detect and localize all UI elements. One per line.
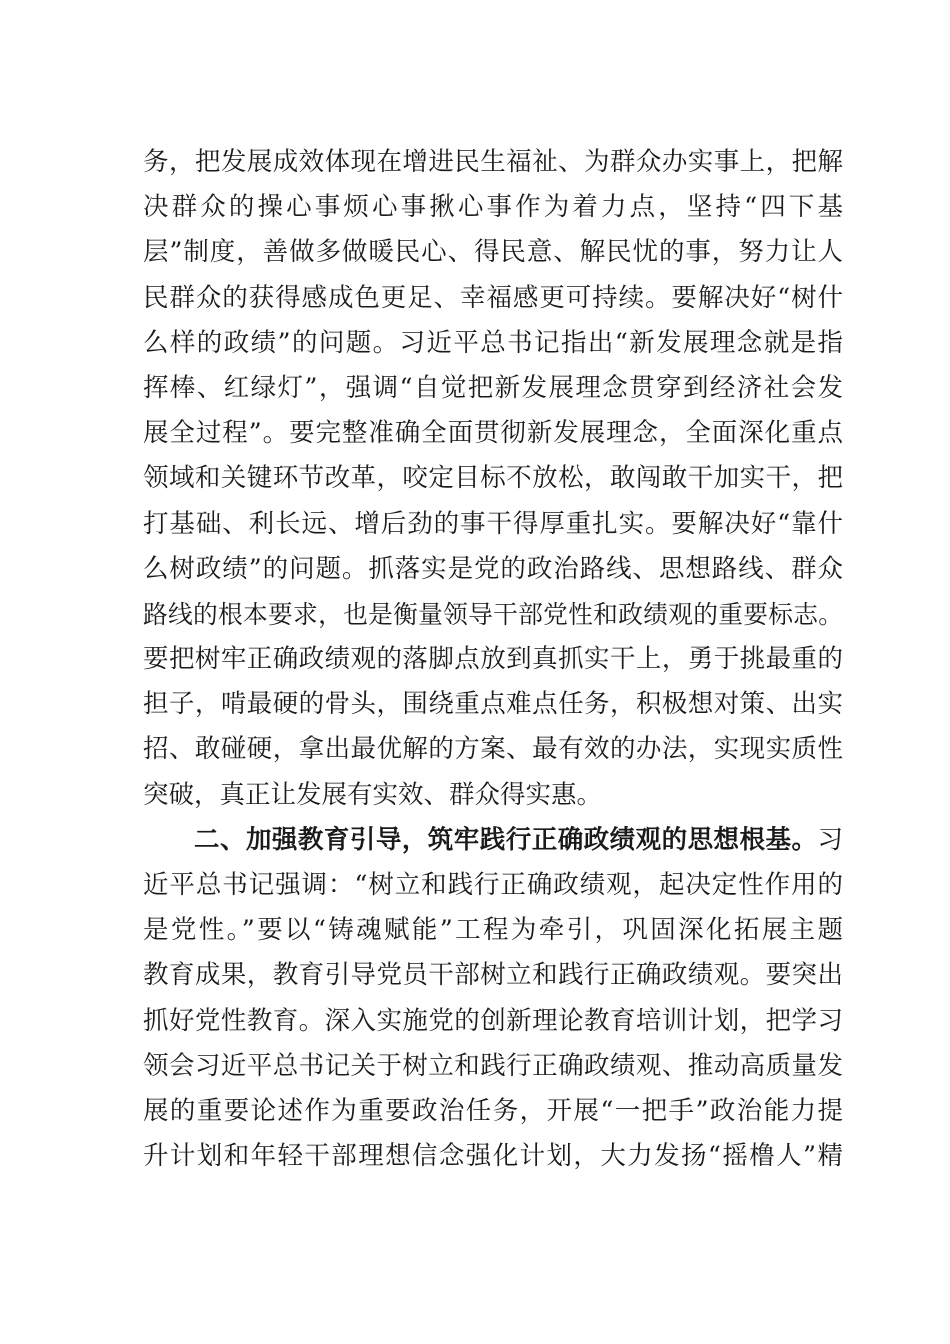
heading-line-rest: 习 bbox=[817, 824, 843, 855]
text-line: 决群众的操心事烦心事揪心事作为着力点，坚持“四下基 bbox=[143, 192, 843, 223]
text-line: 挥棒、红绿灯”，强调“自觉把新发展理念贯穿到经济社会发 bbox=[143, 372, 843, 403]
text-line: 打基础、利长远、增后劲的事干得厚重扎实。要解决好“靠什 bbox=[143, 508, 843, 539]
text-line: 升计划和年轻干部理想信念强化计划，大力发扬“摇橹人”精 bbox=[143, 1141, 843, 1172]
text-line: 抓好党性教育。深入实施党的创新理论教育培训计划，把学习 bbox=[143, 1005, 843, 1036]
text-line: 领域和关键环节改革，咬定目标不放松，敢闯敢干加实干，把 bbox=[143, 463, 843, 494]
body-text bbox=[143, 140, 843, 1179]
text-line: 担子，啃最硬的骨头，围绕重点难点任务，积极想对策、出实 bbox=[143, 689, 843, 720]
text-line: 突破，真正让发展有实效、群众得实惠。 bbox=[143, 779, 603, 810]
text-line: 要把树牢正确政绩观的落脚点放到真抓实干上，勇于挑最重的 bbox=[143, 644, 843, 675]
section-heading: 二、加强教育引导，筑牢践行正确政绩观的思想根基。 bbox=[194, 824, 818, 855]
text-line: 务，把发展成效体现在增进民生福祉、为群众办实事上，把解 bbox=[143, 147, 843, 177]
section-heading-line bbox=[143, 818, 843, 863]
text-line: 民群众的获得感成色更足、幸福感更可持续。要解决好“树什 bbox=[143, 282, 843, 313]
text-line: 路线的根本要求，也是衡量领导干部党性和政绩观的重要标志。 bbox=[143, 599, 843, 629]
text-line: 领会习近平总书记关于树立和践行正确政绩观、推动高质量发 bbox=[143, 1050, 843, 1081]
paragraph-1 bbox=[143, 140, 843, 818]
text-line: 招、敢碰硬，拿出最优解的方案、最有效的办法，实现实质性 bbox=[143, 734, 843, 765]
text-line: 层”制度，善做多做暖民心、得民意、解民忧的事，努力让人 bbox=[143, 237, 843, 268]
text-line: 展全过程”。要完整准确全面贯彻新发展理念，全面深化重点 bbox=[143, 418, 843, 449]
text-line: 么样的政绩”的问题。习近平总书记指出“新发展理念就是指 bbox=[143, 327, 843, 358]
text-line: 是党性。”要以“铸魂赋能”工程为牵引，巩固深化拓展主题 bbox=[143, 915, 843, 946]
text-line: 近平总书记强调：“树立和践行正确政绩观，起决定性作用的 bbox=[143, 870, 843, 900]
paragraph-2 bbox=[143, 818, 843, 1180]
text-line: 么树政绩”的问题。抓落实是党的政治路线、思想路线、群众 bbox=[143, 553, 843, 584]
text-line: 展的重要论述作为重要政治任务，开展“一把手”政治能力提 bbox=[143, 1095, 843, 1126]
text-line: 教育成果，教育引导党员干部树立和践行正确政绩观。要突出 bbox=[143, 960, 843, 991]
